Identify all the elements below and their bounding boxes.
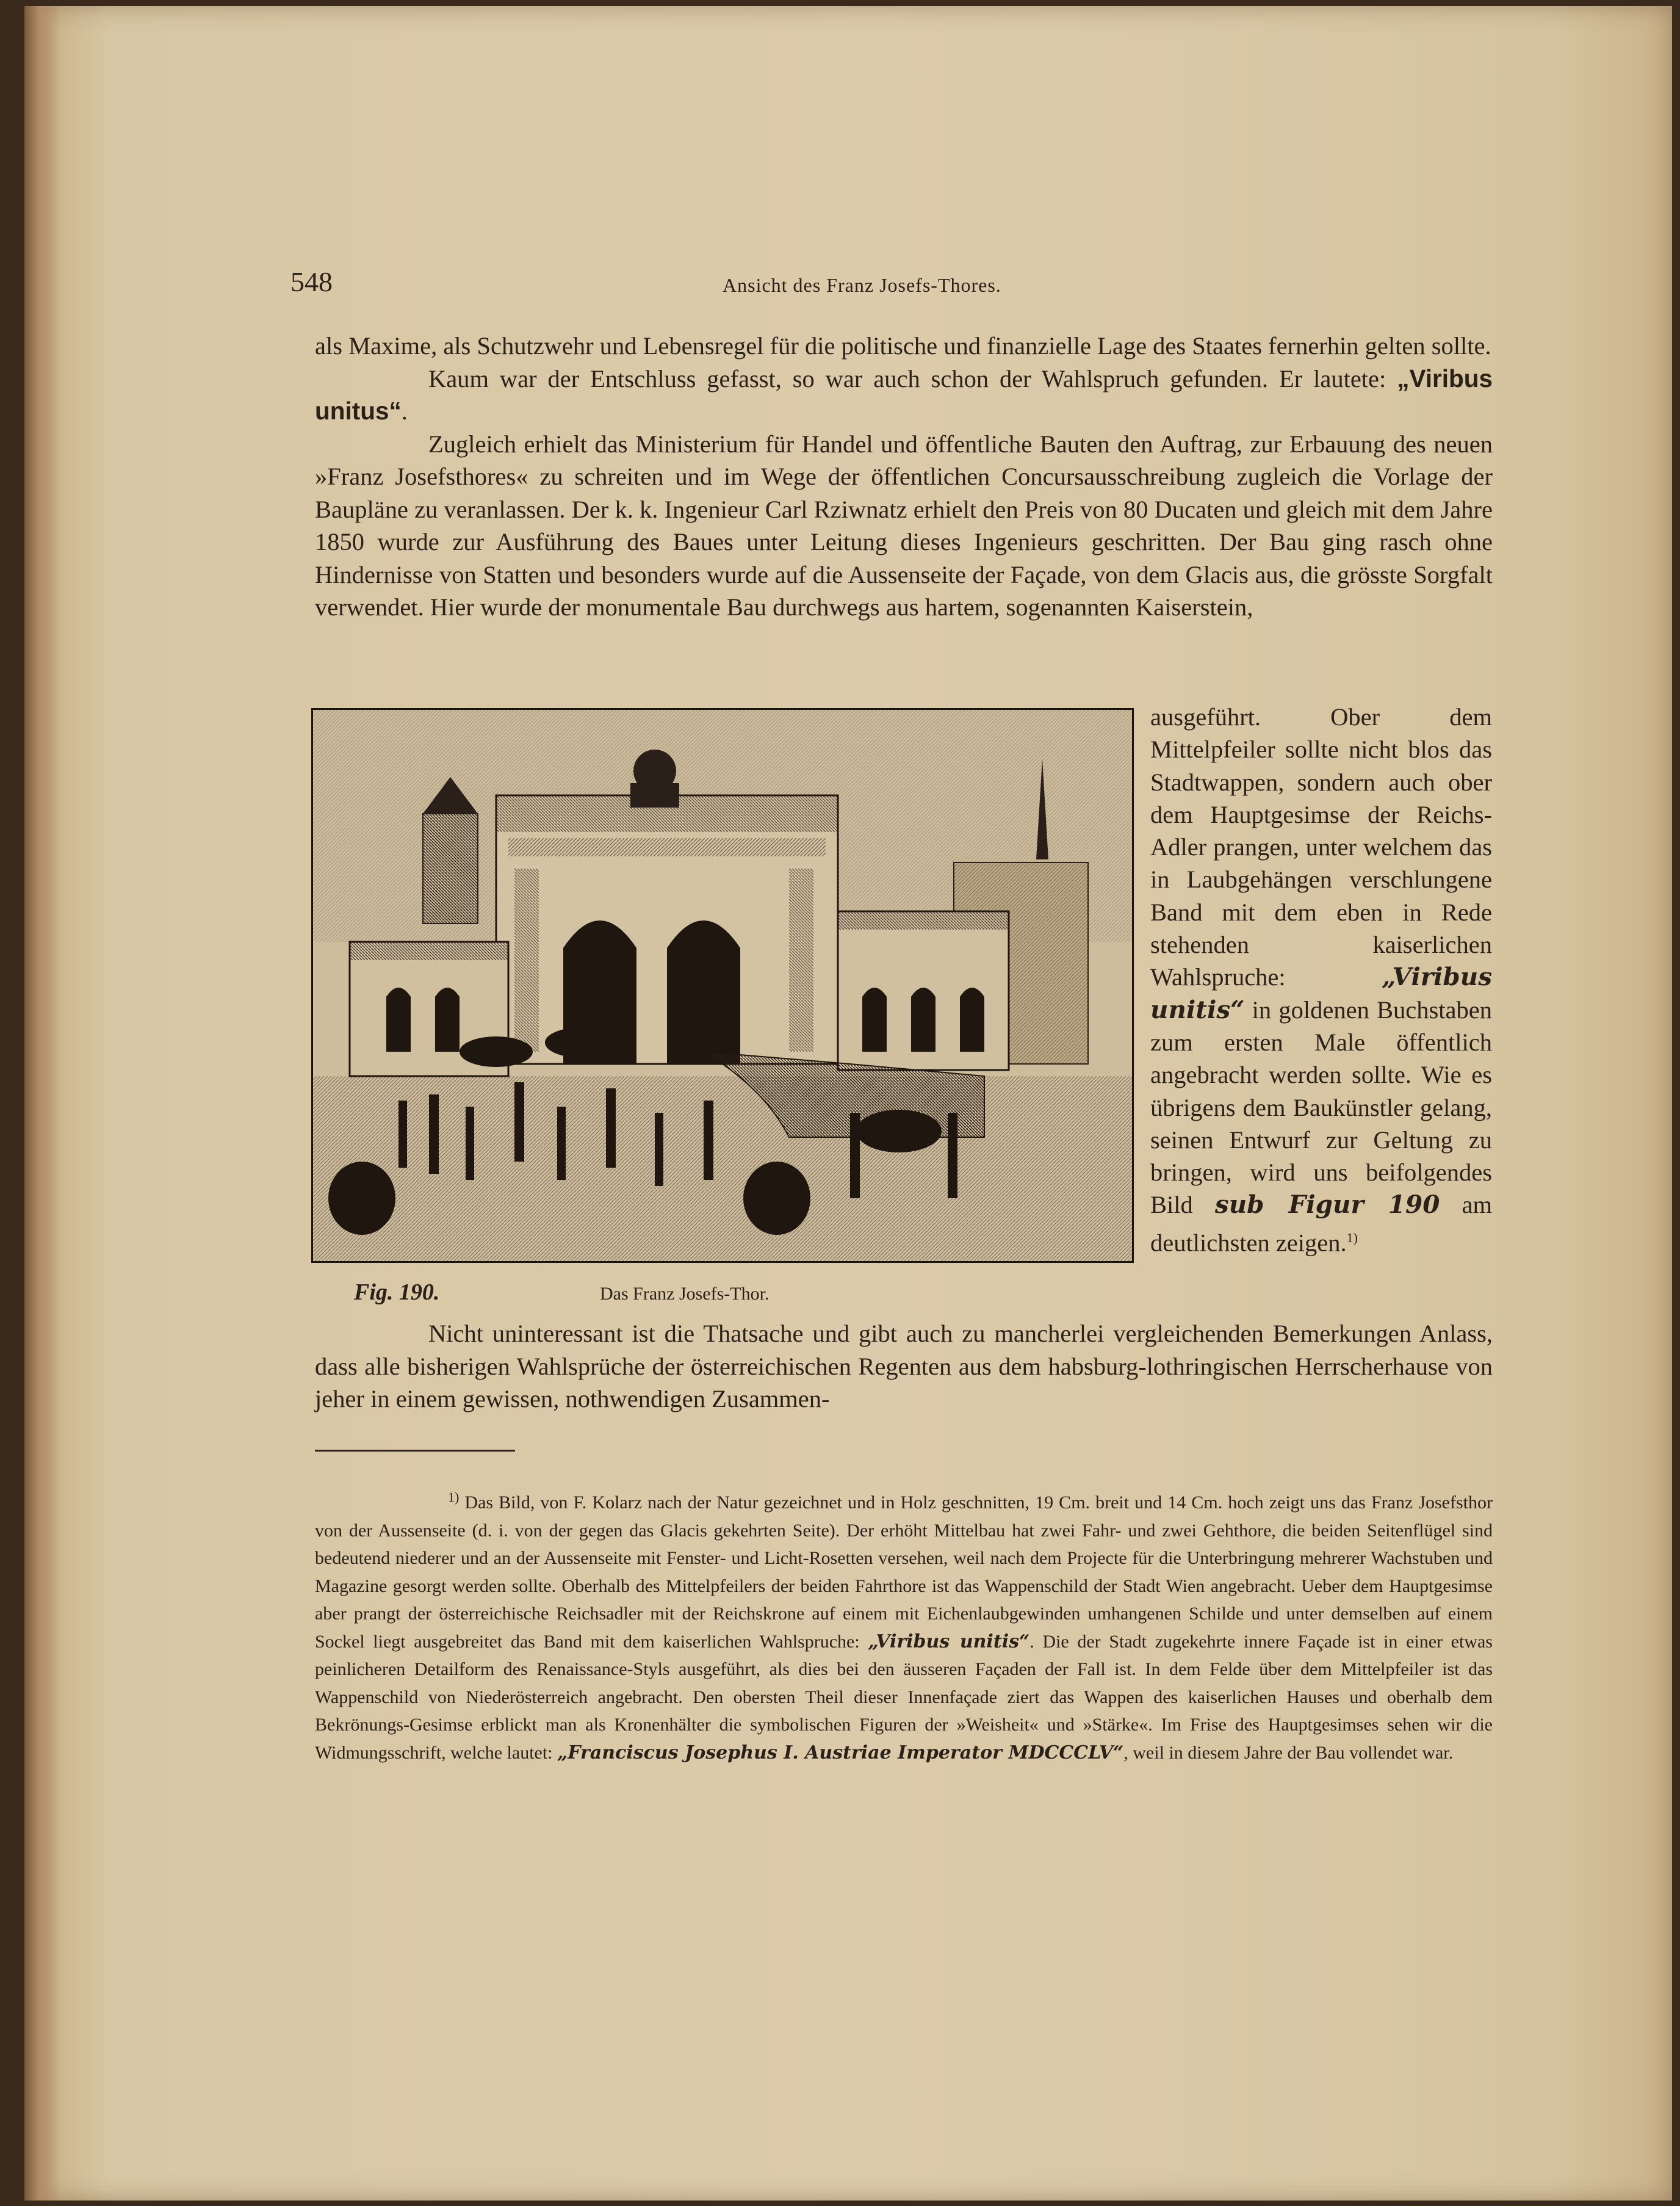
side-motto: „Viribus unitis“ <box>1150 962 1492 1024</box>
footnote-paragraph <box>315 1483 1493 1767</box>
footnote <box>315 1483 1493 1767</box>
footnote-inscription: „Franciscus Josephus I. Austriae Imperator MDCCCLV“ <box>557 1741 1124 1763</box>
footnote-text-a: Das Bild, von F. Kolarz nach der Natur gezeichnet und in Holz geschnitten, 19 Cm. breit und 14 Cm. hoch zeigt uns das Franz Josefsthor von der Aussenseite (d. i. von der gegen das Glacis gekehrten Seite). Der erhöht Mittelbau hat zwei Fahr- und zwei Gehthore, die beiden Seitenflügel sind bedeutend niederer und an der Aussenseite mit Fenster- und Licht-Rosetten versehen, weil nach dem Projecte für die Unterbringung mehrerer Wachstuben und Magazine gesorgt werden sollte. Oberhalb des Mittelpfeilers der beiden Fahrthore ist das Wappenschild der Stadt Wien angebracht. Ueber dem Hauptgesimse aber prangt der österreichische Reichsadler mit der Reichskrone auf einem mit Eichenlaubgewinden umhangenen Schilde und unter demselben auf einem Sockel liegt ausgebreitet das Band mit dem kaiserlichen Wahlspruche: <box>315 1492 1493 1652</box>
figure-engraving <box>311 708 1134 1263</box>
running-head <box>24 266 1672 302</box>
side-text-b: in goldenen Buchstaben zum ersten Male öffentlich angebracht werden sollte. Wie es übrigens dem Baukünstler gelang, seinen Entwurf zur Geltung zu bringen, wird uns beifolgendes Bild <box>1150 996 1492 1219</box>
book-page <box>24 6 1672 2201</box>
paragraph-2-end: . <box>401 397 408 425</box>
paragraph-4: Nicht uninteressant ist die Thatsache und gibt auch zu mancherlei vergleichenden Bemerkungen Anlass, dass alle bisherigen Wahlsprüche der österreichischen Regenten aus dem habsburg-lothringischen Herrscherhause von jeher in einem gewissen, nothwendigen Zusammen- <box>315 1320 1493 1412</box>
body-text-top <box>315 330 1493 624</box>
franz-josefs-thor-engraving <box>313 710 1132 1261</box>
figure-label: Fig. 190. <box>354 1279 440 1305</box>
side-text-a: ausgeführt. Ober dem Mittelpfeiler sollte nicht blos das Stadtwappen, sondern auch ober dem Hauptgesimse der Reichs-Adler prangen, unter welchem das in Laubgehängen verschlungene Band mit dem eben in Rede stehenden kaiserlichen Wahlspruche: <box>1150 703 1492 991</box>
side-column-text <box>1150 701 1492 1259</box>
running-head-title: Ansicht des Franz Josefs-Thores. <box>723 274 1001 296</box>
motto-viribus-unitus: „Viribus unitus“ <box>315 364 1493 425</box>
paragraph-2-text: Kaum war der Entschluss gefasst, so war auch schon der Wahlspruch gefunden. Er lautete: <box>428 364 1386 392</box>
figure-reference: sub Figur 190 <box>1214 1190 1440 1220</box>
footnote-motto: „Viribus unitis“ <box>868 1630 1030 1652</box>
footnote-reference: 1) <box>1346 1229 1358 1245</box>
figure-caption: Das Franz Josefs-Thor. <box>600 1284 770 1304</box>
paragraph-1: als Maxime, als Schutzwehr und Lebensregel für die politische und finanzielle Lage des Staates fernerhin gelten sollte. <box>315 332 1491 360</box>
paragraph-2 <box>315 363 1493 428</box>
side-paragraph <box>1150 701 1492 1259</box>
footnote-mark: 1) <box>448 1489 460 1505</box>
page-gutter-shadow <box>24 6 61 2201</box>
footnote-text-c: , weil in diesem Jahre der Bau vollendet war. <box>1123 1742 1454 1763</box>
footnote-text-b: . Die der Stadt zugekehrte innere Façade ist in einer etwas peinlicheren Detailform des Renaissance-Styls ausgeführt, als dies bei den äusseren Façaden der Fall ist. In dem Felde über dem Mittelpfeiler ist das Wappenschild von Niederösterreich angebracht. Den obersten Theil dieser Innenfaçade ziert das Wappen des kaiserlichen Hauses und oberhalb dem Bekrönungs-Gesimse erblickt man als Kronenhälter die symbolischen Figuren der »Weisheit« und »Stärke«. Im Frise des Hauptgesimses sehen wir die Widmungsschrift, welche lautet: <box>315 1631 1493 1763</box>
footnote-rule <box>315 1450 515 1452</box>
body-text-bottom <box>315 1317 1493 1416</box>
side-text-c: am deutlichsten zeigen. <box>1150 1191 1492 1257</box>
page-number: 548 <box>290 266 333 297</box>
paragraph-3: Zugleich erhielt das Ministerium für Handel und öffentliche Bauten den Auftrag, zur Erbauung des neuen »Franz Josefsthores« zu schreiten und im Wege der öffentlichen Concursausschreibung zugleich die Vorlage der Baupläne zu veranlassen. Der k. k. Ingenieur Carl Rziwnatz erhielt den Preis von 80 Ducaten und gleich mit dem Jahre 1850 wurde zur Ausführung des Baues unter Leitung dieses Ingenieurs geschritten. Der Bau ging rasch ohne Hindernisse von Statten und besonders wurde auf die Aussenseite der Façade, von dem Glacis aus, die grösste Sorgfalt verwendet. Hier wurde der monumentale Bau durchwegs aus hartem, sogenannten Kaiserstein, <box>315 430 1493 621</box>
